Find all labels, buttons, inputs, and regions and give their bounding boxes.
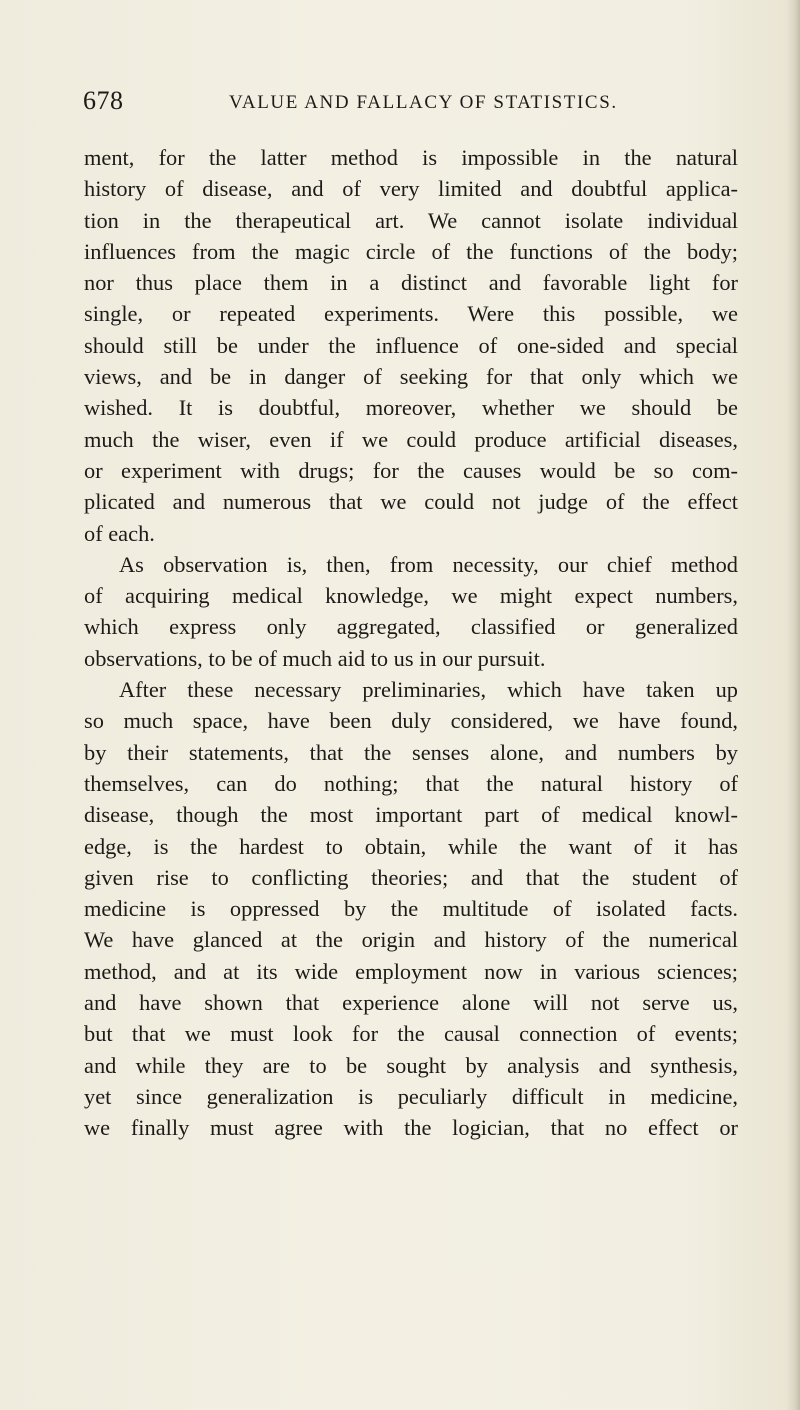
text-line: views, and be in danger of seeking for that only which we: [84, 364, 738, 390]
text-line: edge, is the hardest to obtain, while the want of it has: [84, 833, 738, 859]
text-line: given rise to conflicting theories; and that the student of: [84, 864, 738, 890]
running-head: [83, 86, 703, 126]
text-line: of acquiring medical knowledge, we might expect numbers,: [84, 583, 738, 609]
text-line: and have shown that experience alone will not serve us,: [84, 990, 738, 1016]
paragraph: [84, 674, 738, 1143]
text-line: themselves, can do nothing; that the natural history of: [84, 770, 738, 796]
text-line: but that we must look for the causal connection of events;: [84, 1021, 738, 1047]
text-line: history of disease, and of very limited and doubtful applica-: [84, 176, 738, 202]
text-line: or experiment with drugs; for the causes would be so com-: [84, 457, 738, 483]
text-line: medicine is oppressed by the multitude of isolated facts.: [84, 896, 738, 922]
text-line: we finally must agree with the logician, that no effect or: [84, 1115, 738, 1141]
text-line: As observation is, then, from necessity, our chief method: [119, 551, 738, 577]
text-line: After these necessary preliminaries, which have taken up: [119, 677, 738, 703]
page-edge-shadow: [786, 0, 800, 1410]
text-line: which express only aggregated, classified or generalized: [84, 614, 738, 640]
text-line: ment, for the latter method is impossible in the natural: [84, 145, 738, 170]
text-line: of each.: [84, 520, 155, 546]
text-line: We have glanced at the origin and history of the numerical: [84, 927, 738, 953]
text-line: and while they are to be sought by analysis and synthesis,: [84, 1052, 738, 1078]
running-title: VALUE AND FALLACY OF STATISTICS.: [229, 92, 618, 113]
text-line: so much space, have been duly considered, we have found,: [84, 708, 738, 734]
text-line: nor thus place them in a distinct and favorable light for: [84, 270, 738, 296]
text-line: influences from the magic circle of the functions of the body;: [84, 238, 738, 264]
body-text: [84, 142, 738, 1144]
text-line: yet since generalization is peculiarly difficult in medicine,: [84, 1083, 738, 1109]
text-line: observations, to be of much aid to us in our pursuit.: [84, 645, 546, 671]
text-line: by their statements, that the senses alone, and numbers by: [84, 739, 738, 765]
text-line: plicated and numerous that we could not judge of the effect: [84, 489, 738, 515]
text-line: disease, though the most important part of medical knowl-: [84, 802, 738, 828]
page-number: 678: [83, 86, 124, 115]
text-line: method, and at its wide employment now in various sciences;: [84, 958, 738, 984]
text-line: single, or repeated experiments. Were this possible, we: [84, 301, 738, 327]
paragraph: [84, 142, 738, 549]
text-line: much the wiser, even if we could produce artificial diseases,: [84, 426, 738, 452]
paragraph: [84, 549, 738, 674]
text-line: tion in the therapeutical art. We cannot isolate individual: [84, 207, 738, 233]
text-line: wished. It is doubtful, moreover, whether we should be: [84, 395, 738, 421]
text-line: should still be under the influence of one-sided and special: [84, 332, 738, 358]
